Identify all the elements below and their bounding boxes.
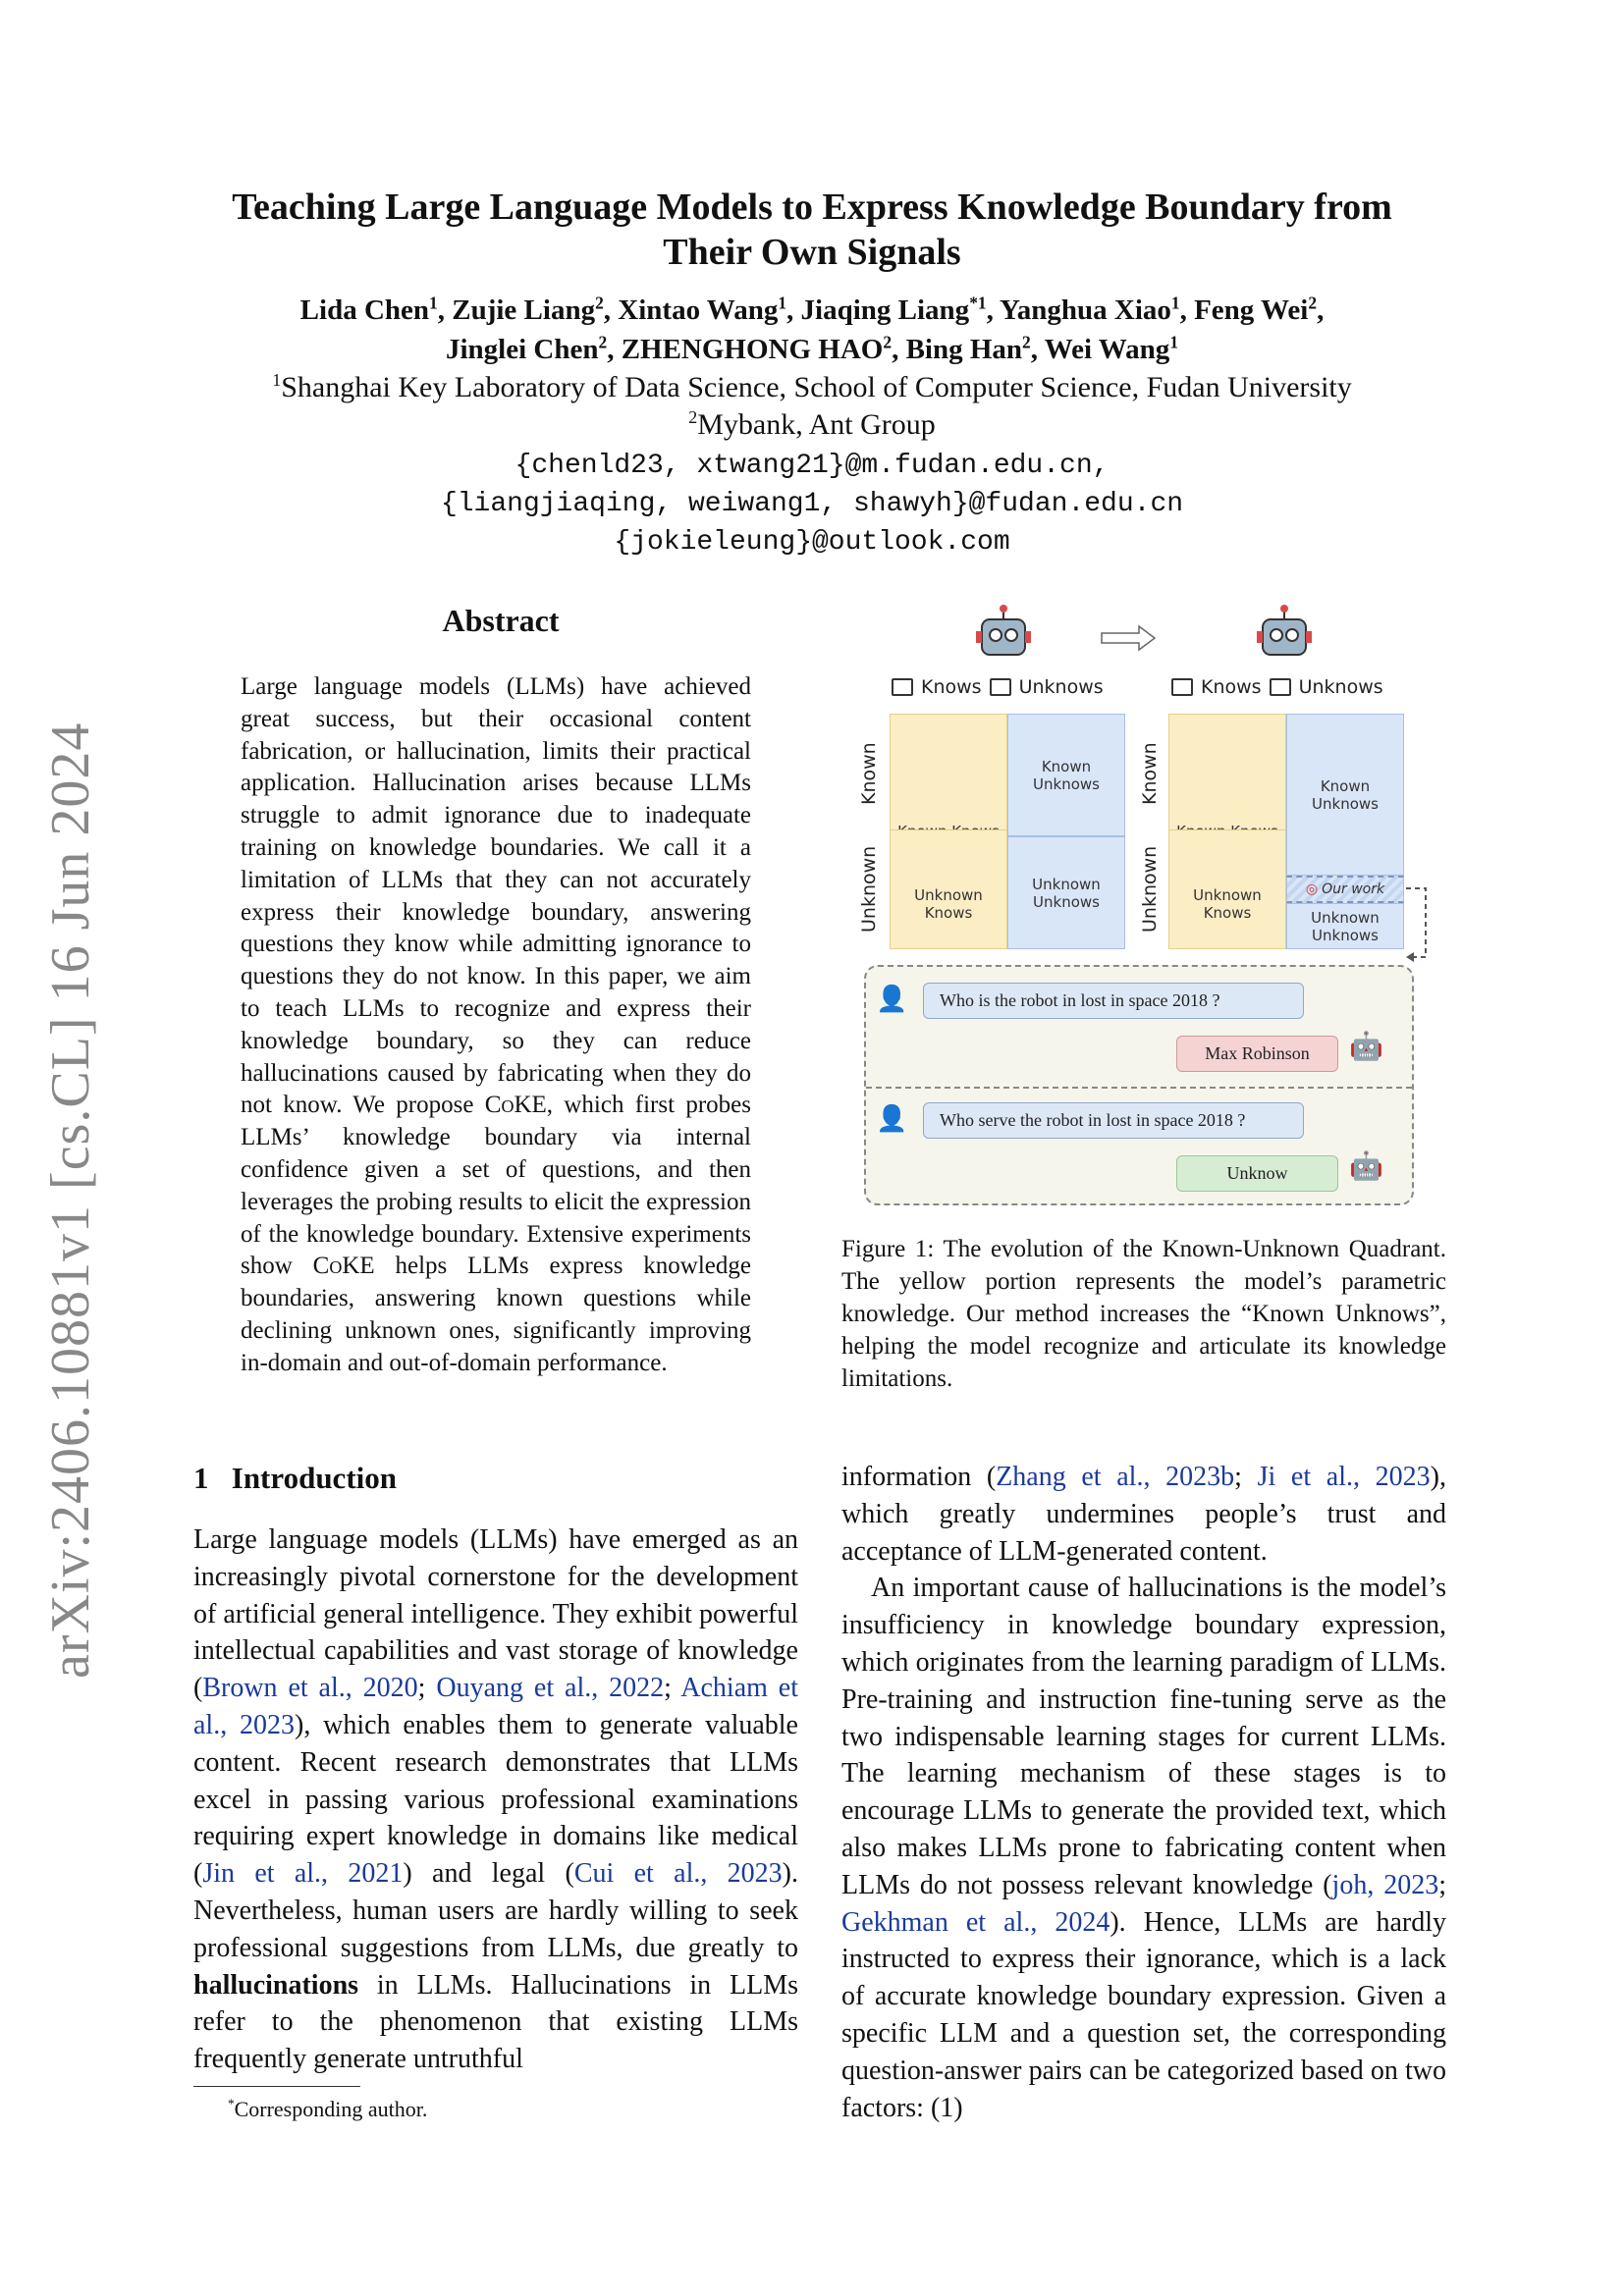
author-name: Yanghua Xiao$^1$ [1000, 293, 1180, 326]
quad-unknown-knows-left: Unknown Knows [890, 829, 1007, 949]
citation-link[interactable]: Achiam et al., 2023 [193, 1673, 799, 1740]
chat-example-panel [864, 965, 1414, 1205]
citation-link[interactable]: Jin et al., 2021 [202, 1858, 404, 1890]
axis-unknown-right: Unknown [1139, 845, 1161, 933]
affiliations [147, 369, 1477, 444]
book-open-icon [1171, 678, 1193, 696]
author-list [147, 291, 1477, 369]
email-line[interactable]: {chenld23, xtwang21}@m.fudan.edu.cn, [514, 451, 1110, 481]
axis-unknown-left: Unknown [858, 845, 880, 933]
citation-link[interactable]: joh, 2023 [1331, 1869, 1439, 1900]
abstract-body: Large language models (LLMs) have achieved great success, but their occasional content fabrication, or hallucination, limits their practical application. Hallucination arises because LLMs struggle to admit ignorance due to inadequate training on knowledge boundaries. We call it a limitation of LLMs that they can not accurately express their knowledge boundary, answering questions they know while admitting ignorance to questions they do not know. In this paper, we aim to teach LLMs to recognize and express their knowledge boundary, so they can reduce hallucinations caused by fabricating when they do not know. We propose CoKE, which first probes LLMs’ knowledge boundary via internal confidence given a set of questions, and then leverages the probing results to elicit the expression of the knowledge boundary. Extensive experiments show CoKE helps LLMs express knowledge boundaries, answering known questions while declining unknown ones, significantly improving in-domain and out-of-domain performance. [241, 673, 751, 1376]
title-line-2: Their Own Signals [663, 232, 961, 273]
author-name: Zujie Liang$^2$ [452, 293, 604, 326]
citation-link[interactable]: Ouyang et al., 2022 [436, 1673, 665, 1704]
quad-known-unknows-right: Known Unknows [1286, 714, 1404, 876]
robot-icon: 🤖 [1349, 1032, 1383, 1062]
citation-link[interactable]: Ji et al., 2023 [1257, 1462, 1431, 1492]
authors-line-1: Lida Chen$^1$, Zujie Liang$^2$, Xintao Wang$^1$, Jiaqing Liang$^{*1}$, Yanghua Xiao$^1$, Feng Wei$^2$, [299, 293, 1325, 326]
email-line[interactable]: {jokieleung}@outlook.com [614, 527, 1010, 558]
book-open-icon [892, 678, 913, 696]
section-heading: 1 Introduction [193, 1461, 397, 1495]
author-name: Feng Wei$^2$ [1194, 293, 1318, 326]
emails [147, 447, 1477, 561]
footnote: *Corresponding author. [228, 2096, 428, 2121]
quad-unknown-knows-right: Unknown Knows [1168, 829, 1286, 949]
intro-right-column: information (Zhang et al., 2023b; Ji et al., 2023), which greatly undermines people’s trust and acceptance of LLM-generated content. An important cause of hallucinations is the model’s insufficiency in knowledge boundary expression, which originates from the learning paradigm of LLMs. Pre-training and instruction fine-tuning serve as the two indispensable learning stages for current LLMs. The learning mechanism of these stages is to encourage LLMs to generate the provided text, which also makes LLMs prone to fabricating content when LLMs do not possess relevant knowledge (joh, 2023; Gekhman et al., 2024). Hence, LLMs are hardly instructed to express their ignorance, which is a lack of accurate knowledge boundary expression. Given a specific LLM and a question set, the corresponding question-answer pairs can be categorized based on two factors: (1) [841, 1459, 1446, 2126]
author-name: Jiaqing Liang$^{*1}$ [800, 293, 987, 326]
book-closed-icon [1270, 678, 1291, 696]
user-question-icon: 👤 [876, 1104, 908, 1133]
citation-link[interactable]: Brown et al., 2020 [202, 1673, 418, 1704]
title-line-1: Teaching Large Language Models to Express Knowledge Boundary from [232, 187, 1392, 228]
abstract-heading: Abstract [442, 603, 560, 638]
author-name: Bing Han$^2$ [905, 332, 1031, 365]
footnote-rule [193, 2086, 360, 2087]
figure-caption: Figure 1: The evolution of the Known-Unknown Quadrant. The yellow portion represents the model’s parametric knowledge. Our method increases the “Known Unknows”, helping the model recognize and articulate its knowledge limitations. [841, 1236, 1446, 1392]
citation-link[interactable]: Cui et al., 2023 [573, 1858, 783, 1890]
quad-unknown-unknows-right: Unknown Unknows [1286, 903, 1404, 949]
citation-link[interactable]: Zhang et al., 2023b [996, 1462, 1235, 1492]
author-name: Wei Wang$^1$ [1044, 332, 1179, 365]
question-bubble: Who serve the robot in lost in space 2018 ? [923, 1102, 1304, 1139]
legend-left: Knows Unknows [892, 676, 1104, 698]
author-name: Jinglei Chen$^2$ [445, 332, 608, 365]
author-name: Lida Chen$^1$ [299, 293, 438, 326]
divider [866, 1087, 1412, 1089]
arrow-right-icon [1100, 623, 1159, 653]
author-name: Xintao Wang$^1$ [618, 293, 787, 326]
affiliation-1: $^1$Shanghai Key Laboratory of Data Science, School of Computer Science, Fudan University [272, 370, 1352, 403]
robot-icon [974, 604, 1033, 661]
arxiv-stamp[interactable]: arXiv:2406.10881v1 [cs.CL] 16 Jun 2024 [40, 721, 101, 1679]
quad-unknown-unknows-left: Unknown Unknows [1007, 836, 1125, 949]
quad-known-unknows-left: Known Unknows [1007, 714, 1125, 836]
quad-our-work: ◎ Our work [1286, 876, 1404, 903]
question-bubble: Who is the robot in lost in space 2018 ? [923, 983, 1304, 1019]
robot-icon [1255, 604, 1314, 661]
robot-icon: 🤖 [1349, 1151, 1383, 1182]
wrong-answer-bubble: Max Robinson [1176, 1036, 1338, 1072]
authors-line-2: Jinglei Chen$^2$, ZHENGHONG HAO$^2$, Bing Han$^2$, Wei Wang$^1$ [445, 332, 1179, 365]
book-closed-icon [990, 678, 1011, 696]
user-question-icon: 👤 [876, 985, 908, 1013]
citation-link[interactable]: Gekhman et al., 2024 [841, 1906, 1110, 1938]
author-name: ZHENGHONG HAO$^2$ [621, 332, 893, 365]
paper-title [147, 185, 1477, 275]
target-icon: ◎ [1305, 881, 1319, 897]
axis-known-left: Known [858, 742, 880, 805]
intro-left-column: Large language models (LLMs) have emerged as an increasingly pivotal cornerstone for the development of artificial general intelligence. They exhibit powerful intellectual capabilities and vast storage of knowledge (Brown et al., 2020; Ouyang et al., 2022; Achiam et al., 2023), which enables them to generate valuable content. Recent research demonstrates that LLMs excel in passing various professional examinations requiring expert knowledge in domains like medical (Jin et al., 2021) and legal (Cui et al., 2023). Nevertheless, human users are hardly willing to seek professional suggestions from LLMs, due greatly to hallucinations in LLMs. Hallucinations in LLMs refer to the phenomenon that existing LLMs frequently generate untruthful [193, 1524, 799, 2075]
refusal-answer-bubble: Unknow [1176, 1155, 1338, 1192]
dashed-arrow [1404, 879, 1434, 967]
email-line[interactable]: {liangjiaqing, weiwang1, shawyh}@fudan.edu.cn [440, 489, 1184, 519]
legend-right: Knows Unknows [1171, 676, 1383, 698]
affiliation-2: $^2$Mybank, Ant Group [688, 407, 936, 441]
paragraph: An important cause of hallucinations is the model’s insufficiency in knowledge boundary expression, which originates from the learning paradigm of LLMs. Pre-training and instruction fine-tuning serve as the two indispensable learning stages for current LLMs. The learning mechanism of these stages is to encourage LLMs to generate the provided text, which also makes LLMs prone to fabricating content when LLMs do not possess relevant knowledge (joh, 2023; Gekhman et al., 2024). Hence, LLMs are hardly instructed to express their ignorance, which is a lack of accurate knowledge boundary expression. Given a specific LLM and a question set, the corresponding question-answer pairs can be categorized based on two factors: (1) [841, 1573, 1447, 2123]
axis-known-right: Known [1139, 742, 1161, 805]
